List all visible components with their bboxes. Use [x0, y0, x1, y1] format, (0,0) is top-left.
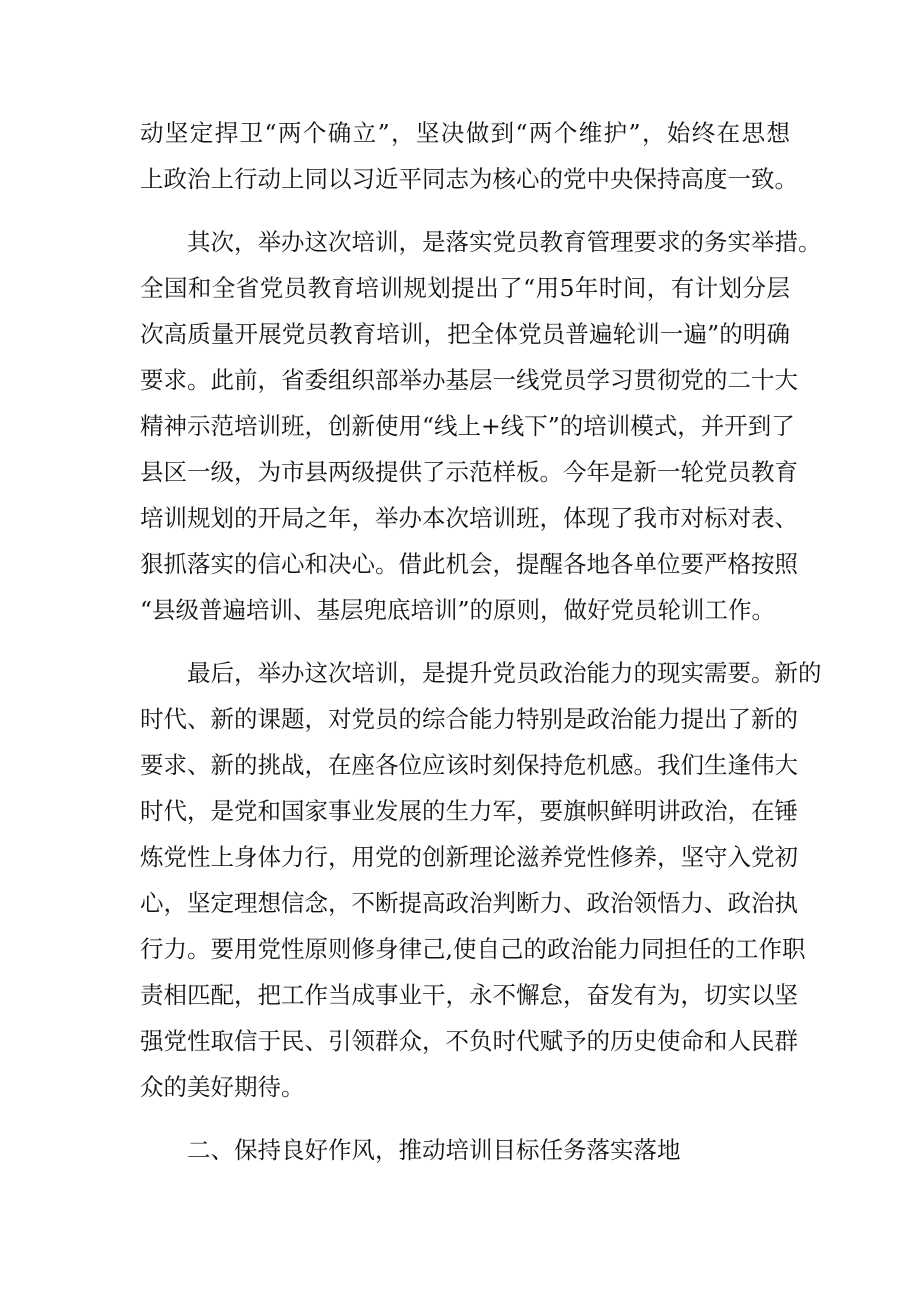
text-line: 上政治上行动上同以习近平同志为核心的党中央保持高度一致。 [140, 165, 798, 193]
text-line: 其次，举办这次培训，是落实党员教育管理要求的务实举措。 [187, 228, 822, 256]
paragraph-3 [140, 650, 822, 1110]
paragraph-2 [140, 219, 822, 633]
section-heading [140, 1127, 790, 1173]
text-line: 要求、新的挑战，在座各位应该时刻保持危机感。我们生逢伟大 [140, 751, 798, 779]
text-line: 次高质量开展党员教育培训，把全体党员普遍轮训一遍”的明确 [140, 320, 790, 348]
text-line: 行力。要用党性原则修身律己,使自己的政治能力同担任的工作职 [140, 935, 806, 963]
text-line: 县区一级，为市县两级提供了示范样板。今年是新一轮党员教育 [140, 458, 798, 486]
text-line: “县级普遍培训、基层兜底培训”的原则，做好党员轮训工作。 [140, 596, 776, 624]
paragraph-gap [140, 1110, 790, 1127]
text-line: 精神示范培训班，创新使用“线上+线下”的培训模式，并开到了 [140, 412, 795, 440]
text-line: 培训规划的开局之年，举办本次培训班，体现了我市对标对表、 [140, 504, 798, 532]
text-line: 时代，是党和国家事业发展的生力军，要旗帜鲜明讲政治，在锤 [140, 797, 798, 825]
text-line: 众的美好期待。 [140, 1073, 305, 1101]
heading-line: 二、保持良好作风，推动培训目标任务落实落地 [187, 1136, 681, 1164]
text-line: 炼党性上身体力行，用党的创新理论滋养党性修养，坚守入党初 [140, 843, 798, 871]
text-line: 心，坚定理想信念，不断提高政治判断力、政治领悟力、政治执 [140, 889, 798, 917]
text-line: 动坚定捍卫“两个确立”，坚决做到“两个维护”，始终在思想 [140, 119, 790, 147]
text-line: 时代、新的课题，对党员的综合能力特别是政治能力提出了新的 [140, 705, 798, 733]
text-line: 最后，举办这次培训，是提升党员政治能力的现实需要。新的 [187, 659, 822, 687]
text-line: 狠抓落实的信心和决心。借此机会，提醒各地各单位要严格按照 [140, 550, 798, 578]
paragraph-1 [140, 110, 798, 202]
paragraph-gap [140, 202, 790, 219]
text-line: 责相匹配，把工作当成事业干，永不懈怠，奋发有为，切实以坚 [140, 981, 798, 1009]
text-line: 要求。此前，省委组织部举办基层一线党员学习贯彻党的二十大 [140, 366, 798, 394]
text-line: 全国和全省党员教育培训规划提出了“用5年时间，有计划分层 [140, 274, 790, 302]
text-line: 强党性取信于民、引领群众，不负时代赋予的历史使命和人民群 [140, 1027, 798, 1055]
document-page [140, 110, 822, 1173]
paragraph-gap [140, 633, 790, 650]
